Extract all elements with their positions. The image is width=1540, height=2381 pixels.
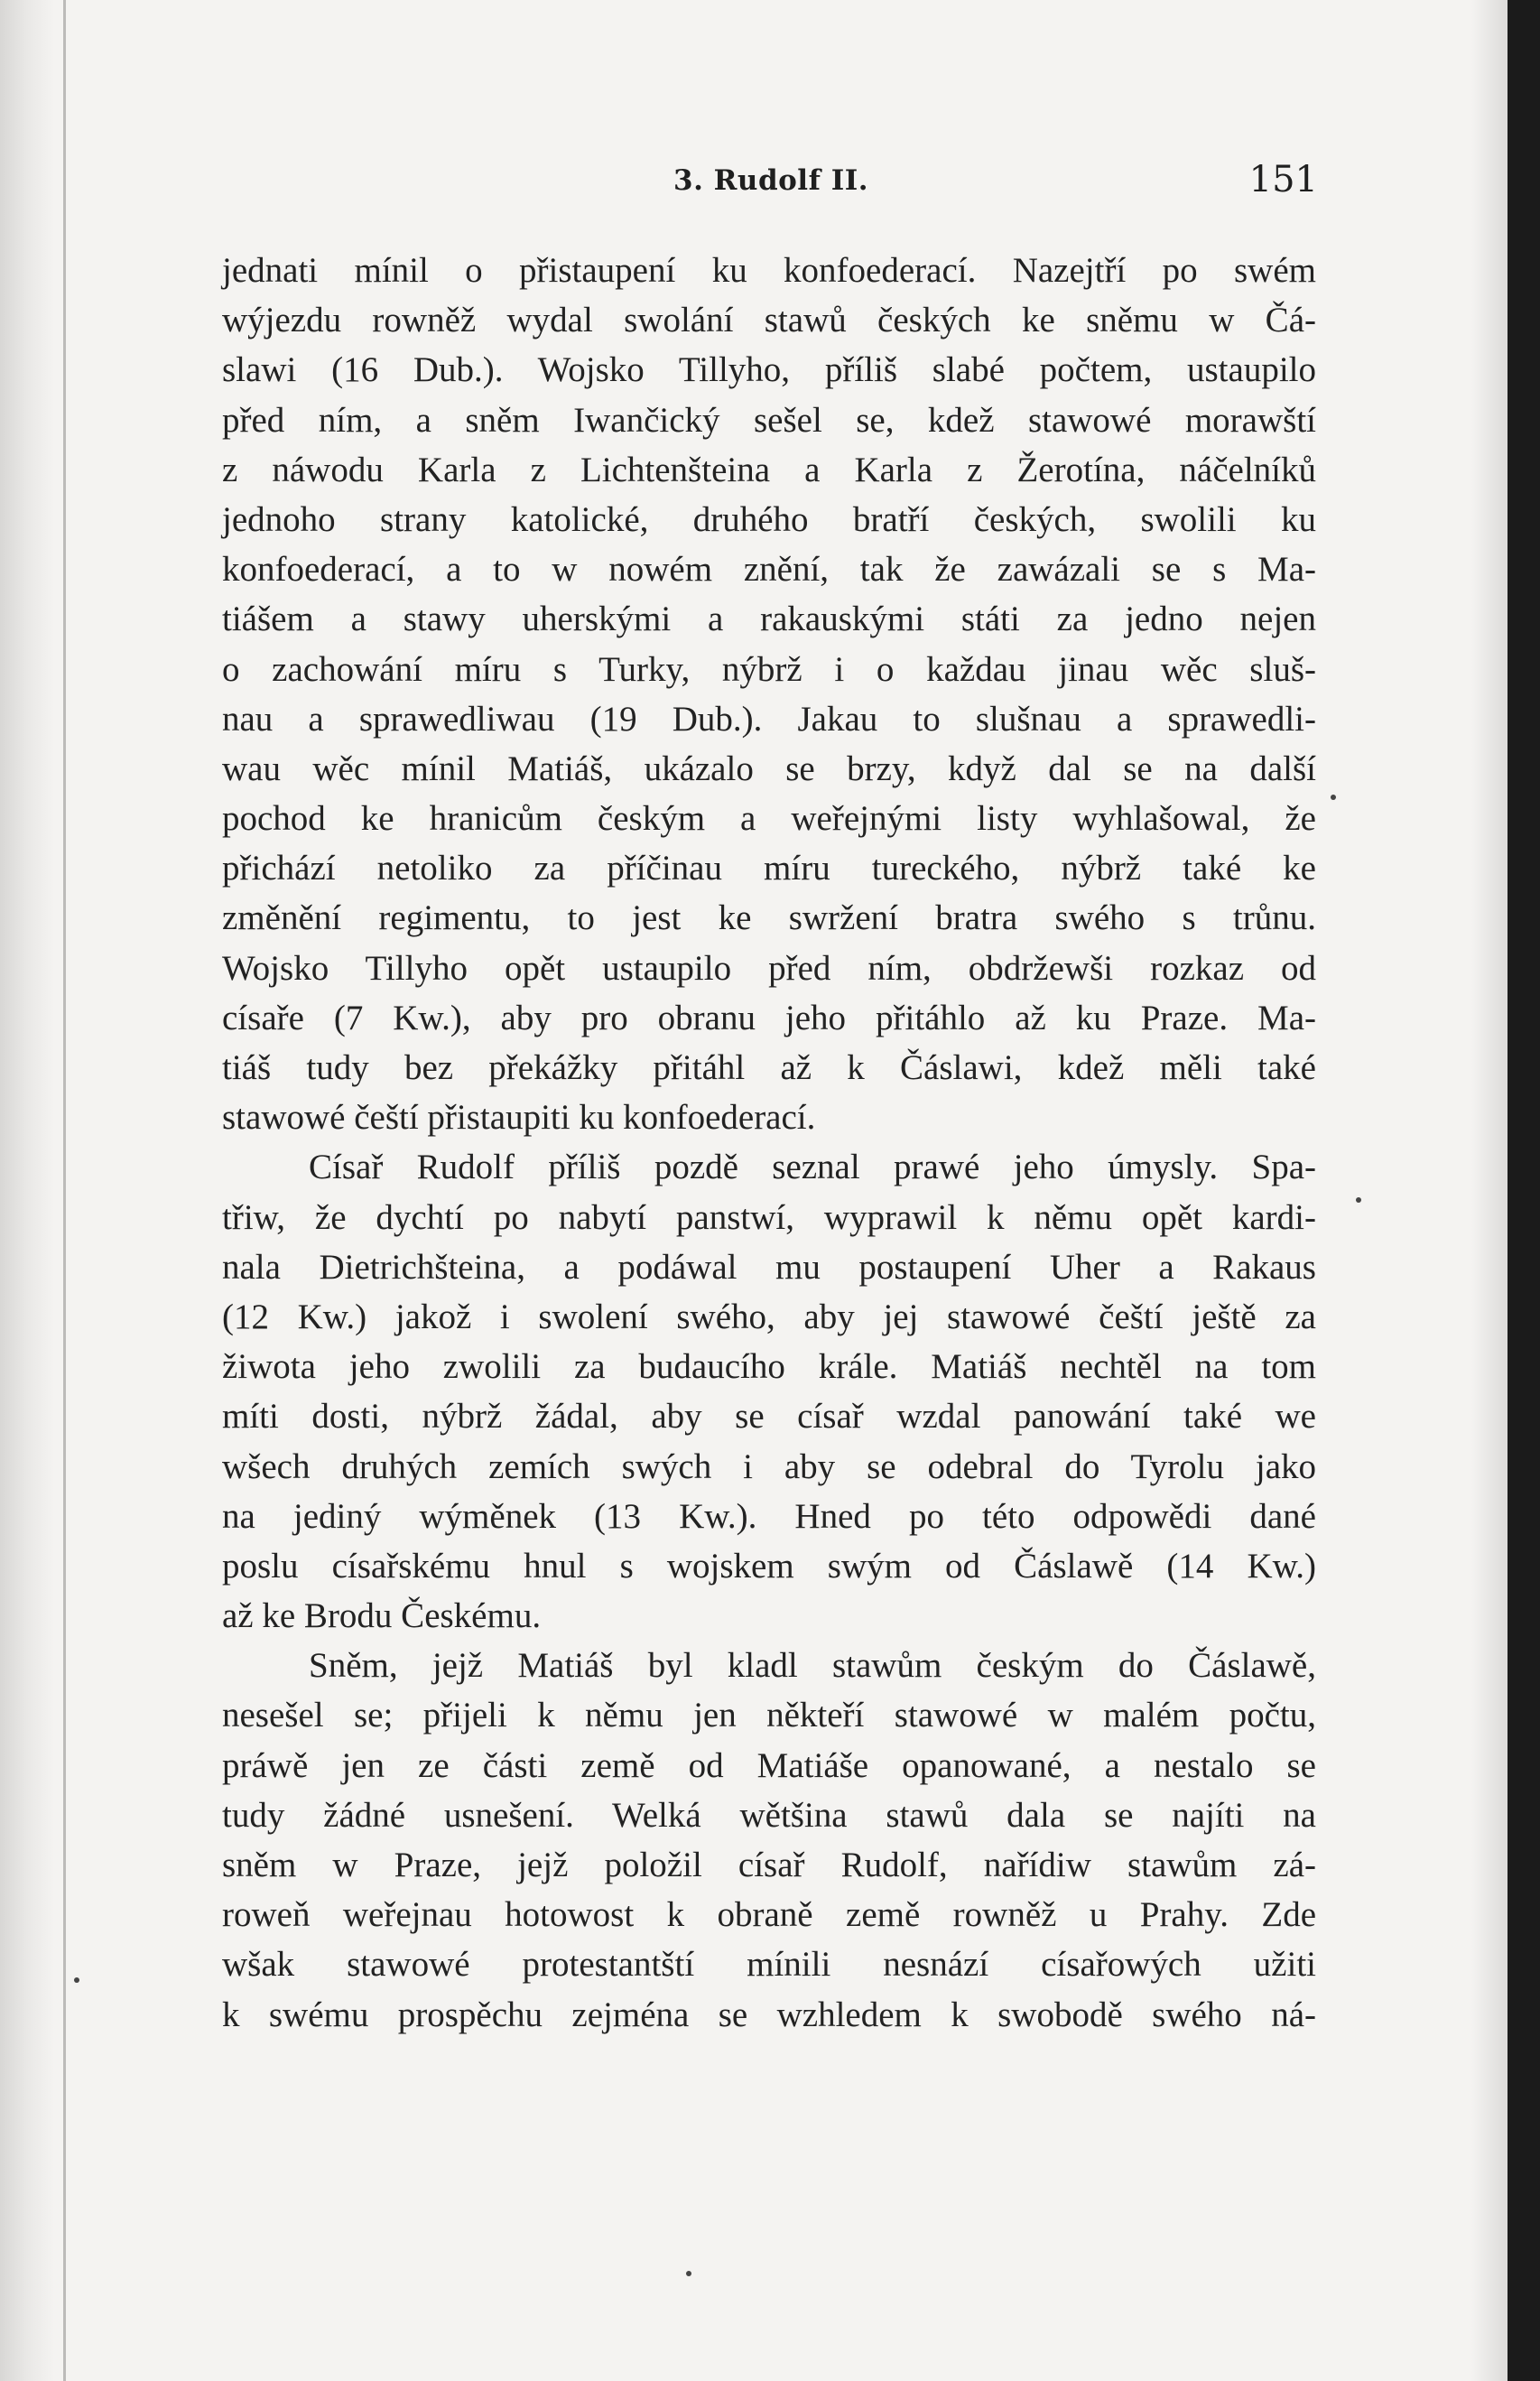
text-line: práwě jen ze části země od Matiáše opanowané, a nestalo se: [222, 1745, 1316, 1785]
text-line: stawowé čeští přistaupiti ku konfoederací.: [222, 1098, 816, 1138]
paragraph-1: [222, 246, 1316, 1142]
text-line: k swému prospěchu zejména se wzhledem k swobodě swého ná-: [222, 1995, 1316, 2034]
text-line: nala Dietrichšteina, a podáwal mu postaupení Uher a Rakaus: [222, 1247, 1316, 1287]
page-left-shadow: [0, 0, 54, 2381]
text-line: konfoederací, a to w nowém znění, tak že zawázali se s Ma-: [222, 550, 1316, 590]
text-line: Císař Rudolf příliš pozdě seznal prawé jeho úmysly. Spa-: [309, 1148, 1316, 1187]
binding-line: [63, 0, 66, 2381]
text-line: přichází netoliko za příčinau míru tureckého, nýbrž také ke: [222, 849, 1316, 888]
ink-speck: [74, 1977, 79, 1983]
ink-speck: [1331, 795, 1336, 800]
text-line: tiáš tudy bez překážky přitáhl až k Čáslawi, kdež měli také: [222, 1048, 1316, 1087]
page-number: 151: [1248, 159, 1318, 200]
text-line: na jediný wýměnek (13 Kw.). Hned po této odpowědi dané: [222, 1496, 1316, 1536]
text-line: nau a sprawedliwau (19 Dub.). Jakau to slušnau a sprawedli-: [222, 699, 1316, 739]
text-line: nesešel se; přijeli k němu jen někteří stawowé w malém počtu,: [222, 1696, 1316, 1735]
text-line: jednoho strany katolické, druhého bratří českých, swolili ku: [222, 499, 1316, 539]
text-line: o zachowání míru s Turky, nýbrž i o každau jinau wěc sluš-: [222, 649, 1316, 689]
text-line: císaře (7 Kw.), aby pro obranu jeho přitáhlo až ku Praze. Ma-: [222, 998, 1316, 1037]
text-line: Wojsko Tillyho opět ustaupilo před ním, obdržewši rozkaz od: [222, 948, 1316, 988]
text-line: Sněm, jejž Matiáš byl kladl stawům českým do Čáslawě,: [309, 1646, 1316, 1686]
text-line: wšech druhých zemích swých i aby se odebral do Tyrolu jako: [222, 1446, 1316, 1486]
body-text: [222, 246, 1316, 2040]
text-line: pochod ke hranicům českým a weřejnými listy wyhlašowal, že: [222, 799, 1316, 839]
text-line: míti dosti, nýbrž žádal, aby se císař wzdal panowání také we: [222, 1397, 1316, 1437]
text-line: tudy žádné usnešení. Welká wětšina stawů dala se najíti na: [222, 1795, 1316, 1835]
text-line: wýjezdu rowněž wydal swolání stawů českých ke sněmu w Čá-: [222, 301, 1316, 340]
text-line: tiášem a stawy uherskými a rakauskými státi za jedno nejen: [222, 600, 1316, 639]
paragraph-3: [222, 1641, 1316, 2040]
text-line: třiw, že dychtí po nabytí panstwí, wyprawil k němu opět kardi-: [222, 1197, 1316, 1237]
chapter-title: 3. Rudolf II.: [673, 164, 869, 197]
running-head: [222, 153, 1318, 208]
text-line: slawi (16 Dub.). Wojsko Tillyho, příliš slabé počtem, ustaupilo: [222, 350, 1316, 390]
text-line: žiwota jeho zwolili za budaucího krále. Matiáš nechtěl na tom: [222, 1347, 1316, 1387]
text-line: změnění regimentu, to jest ke swržení bratra swého s trůnu.: [222, 898, 1316, 938]
text-line: wšak stawowé protestantští mínili nesnází císařowých užiti: [222, 1945, 1316, 1985]
page-right-shadow: [1471, 0, 1508, 2381]
text-line: roweň weřejnau hotowost k obraně země rowněž u Prahy. Zde: [222, 1895, 1316, 1935]
text-line: sněm w Praze, jejž položil císař Rudolf, nařídiw stawům zá-: [222, 1846, 1316, 1884]
text-line: wau wěc mínil Matiáš, ukázalo se brzy, když dal se na další: [222, 749, 1316, 788]
text-line: jednati mínil o přistaupení ku konfoederací. Nazejtří po swém: [222, 251, 1316, 290]
text-line: poslu císařskému hnul s wojskem swým od Čáslawě (14 Kw.): [222, 1546, 1316, 1586]
text-line: z náwodu Karla z Lichtenšteina a Karla z Žerotína, náčelníků: [222, 450, 1316, 489]
ink-speck: [686, 2271, 691, 2276]
text-line: před ním, a sněm Iwančický sešel se, kdež stawowé morawští: [222, 400, 1316, 440]
text-line: (12 Kw.) jakož i swolení swého, aby jej stawowé čeští ještě za: [222, 1297, 1316, 1336]
ink-speck: [1356, 1197, 1361, 1203]
text-line: až ke Brodu Českému.: [222, 1596, 542, 1636]
paragraph-2: [222, 1142, 1316, 1641]
